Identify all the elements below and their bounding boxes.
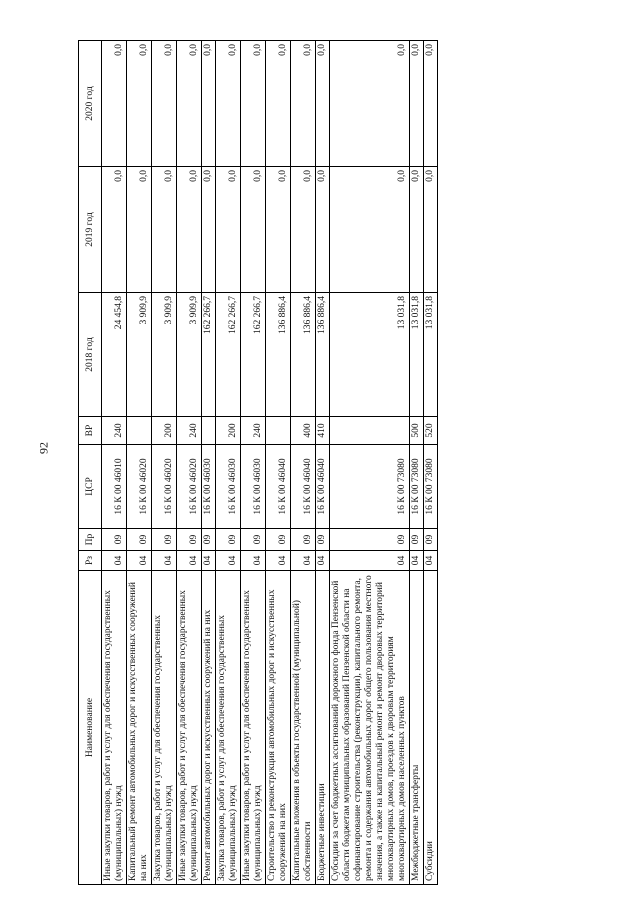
cell-csr: 16 К 00 46030	[202, 445, 216, 529]
header-2020: 2020 год	[79, 41, 102, 167]
cell-pr: 09	[424, 529, 438, 551]
cell-pr: 09	[177, 529, 202, 551]
cell-2019: 0,0	[316, 167, 330, 293]
cell-2019: 0,0	[266, 167, 291, 293]
cell-2020: 0,0	[241, 41, 266, 167]
header-rz: Рз	[79, 551, 102, 571]
cell-name: Капитальный ремонт автомобильных дорог и искусственных сооружений на них	[127, 571, 152, 885]
cell-2020: 0,0	[266, 41, 291, 167]
cell-pr: 09	[410, 529, 424, 551]
cell-name: Субсидии	[424, 571, 438, 885]
rotated-table-container	[78, 41, 524, 885]
cell-csr: 16 К 00 46020	[177, 445, 202, 529]
cell-rz: 04	[410, 551, 424, 571]
cell-vr: 500	[410, 417, 424, 445]
cell-2019: 0,0	[291, 167, 316, 293]
cell-vr	[266, 417, 291, 445]
cell-rz: 04	[102, 551, 127, 571]
cell-2018: 13 031,8	[424, 293, 438, 417]
cell-2019: 0,0	[152, 167, 177, 293]
cell-rz: 04	[330, 551, 410, 571]
cell-2020: 0,0	[127, 41, 152, 167]
cell-rz: 04	[152, 551, 177, 571]
table-row	[216, 41, 241, 885]
cell-pr: 09	[291, 529, 316, 551]
cell-vr: 200	[152, 417, 177, 445]
cell-csr: 16 К 00 46020	[152, 445, 177, 529]
cell-2020: 0,0	[216, 41, 241, 167]
cell-2020: 0,0	[330, 41, 410, 167]
cell-pr: 09	[330, 529, 410, 551]
cell-2019: 0,0	[241, 167, 266, 293]
cell-name: Бюджетные инвестиции	[316, 571, 330, 885]
cell-vr: 240	[177, 417, 202, 445]
cell-2019: 0,0	[202, 167, 216, 293]
cell-pr: 09	[102, 529, 127, 551]
table-row	[424, 41, 438, 885]
cell-2018: 136 886,4	[266, 293, 291, 417]
table-row	[266, 41, 291, 885]
cell-csr: 16 К 00 46020	[127, 445, 152, 529]
cell-vr	[127, 417, 152, 445]
cell-vr: 400	[291, 417, 316, 445]
cell-csr: 16 К 00 46040	[316, 445, 330, 529]
table-row	[241, 41, 266, 885]
cell-pr: 09	[241, 529, 266, 551]
cell-2020: 0,0	[102, 41, 127, 167]
cell-2020: 0,0	[152, 41, 177, 167]
cell-2018: 162 266,7	[202, 293, 216, 417]
cell-2018: 3 909,9	[127, 293, 152, 417]
header-row	[79, 41, 102, 885]
header-pr: Пр	[79, 529, 102, 551]
cell-rz: 04	[177, 551, 202, 571]
cell-csr: 16 К 00 73080	[330, 445, 410, 529]
cell-2019: 0,0	[177, 167, 202, 293]
table-row	[127, 41, 152, 885]
cell-2018: 3 909,9	[177, 293, 202, 417]
header-2019: 2019 год	[79, 167, 102, 293]
cell-2019: 0,0	[102, 167, 127, 293]
cell-2018: 136 886,4	[316, 293, 330, 417]
cell-2018: 13 031,8	[410, 293, 424, 417]
table-row	[177, 41, 202, 885]
table-row	[202, 41, 216, 885]
cell-name: Строительство и реконструкция автомобильных дорог и искусственных сооружений на них	[266, 571, 291, 885]
cell-2020: 0,0	[202, 41, 216, 167]
cell-vr: 520	[424, 417, 438, 445]
table-row	[102, 41, 127, 885]
cell-name: Ремонт автомобильных дорог и искусственных сооружений на них	[202, 571, 216, 885]
cell-2020: 0,0	[177, 41, 202, 167]
cell-2018: 162 266,7	[216, 293, 241, 417]
cell-csr: 16 К 00 46010	[102, 445, 127, 529]
budget-table	[78, 40, 438, 885]
cell-vr: 240	[102, 417, 127, 445]
cell-pr: 09	[266, 529, 291, 551]
cell-2020: 0,0	[424, 41, 438, 167]
cell-vr	[202, 417, 216, 445]
page-number: 92	[36, 442, 51, 454]
table-row	[410, 41, 424, 885]
cell-rz: 04	[316, 551, 330, 571]
cell-rz: 04	[127, 551, 152, 571]
cell-pr: 09	[216, 529, 241, 551]
header-csr: ЦСР	[79, 445, 102, 529]
cell-rz: 04	[291, 551, 316, 571]
cell-csr: 16 К 00 46040	[266, 445, 291, 529]
cell-2018: 136 886,4	[291, 293, 316, 417]
cell-name: Иные закупки товаров, работ и услуг для обеспечения государственных (муниципальных) нужд	[102, 571, 127, 885]
cell-2020: 0,0	[410, 41, 424, 167]
cell-2018: 13 031,8	[330, 293, 410, 417]
table-row	[330, 41, 410, 885]
cell-pr: 09	[202, 529, 216, 551]
cell-name: Закупка товаров, работ и услуг для обеспечения государственных (муниципальных) нужд	[152, 571, 177, 885]
cell-csr: 16 К 00 73080	[410, 445, 424, 529]
cell-2018: 3 909,9	[152, 293, 177, 417]
cell-rz: 04	[266, 551, 291, 571]
cell-csr: 16 К 00 73080	[424, 445, 438, 529]
cell-2019: 0,0	[424, 167, 438, 293]
cell-vr: 240	[241, 417, 266, 445]
cell-name: Межбюджетные трансферты	[410, 571, 424, 885]
cell-2018: 24 454,8	[102, 293, 127, 417]
cell-name: Иные закупки товаров, работ и услуг для обеспечения государственных (муниципальных) нужд	[241, 571, 266, 885]
cell-vr: 410	[316, 417, 330, 445]
header-vr: ВР	[79, 417, 102, 445]
cell-csr: 16 К 00 46040	[291, 445, 316, 529]
cell-2020: 0,0	[316, 41, 330, 167]
cell-2018: 162 266,7	[241, 293, 266, 417]
cell-vr	[330, 417, 410, 445]
table-row	[316, 41, 330, 885]
table-row	[291, 41, 316, 885]
cell-name: Субсидии за счет бюджетных ассигнований дорожного фонда Пензенской области бюджетам муниципальных образований Пензенской области на софинансирование строительства (реконструкции), капитального ремонта, ремонта и содержания автомобильных дорог общего пользования местного значения, а также на капитальный ремонт и ремонт дворовых территорий многоквартирных домов, проездов к дворовым территориям многоквартирных домов населенных пунктов	[330, 571, 410, 885]
header-2018: 2018 год	[79, 293, 102, 417]
cell-rz: 04	[241, 551, 266, 571]
cell-pr: 09	[316, 529, 330, 551]
cell-name: Закупка товаров, работ и услуг для обеспечения государственных (муниципальных) нужд	[216, 571, 241, 885]
cell-rz: 04	[202, 551, 216, 571]
cell-pr: 09	[127, 529, 152, 551]
cell-pr: 09	[152, 529, 177, 551]
cell-2019: 0,0	[216, 167, 241, 293]
cell-rz: 04	[424, 551, 438, 571]
cell-name: Иные закупки товаров, работ и услуг для обеспечения государственных (муниципальных) нужд	[177, 571, 202, 885]
cell-rz: 04	[216, 551, 241, 571]
cell-2019: 0,0	[410, 167, 424, 293]
cell-2019: 0,0	[330, 167, 410, 293]
cell-vr: 200	[216, 417, 241, 445]
table-row	[152, 41, 177, 885]
cell-2019: 0,0	[127, 167, 152, 293]
header-name: Наименование	[79, 571, 102, 885]
cell-name: Капитальные вложения в объекты государственной (муниципальной) собственности	[291, 571, 316, 885]
cell-2020: 0,0	[291, 41, 316, 167]
cell-csr: 16 К 00 46030	[216, 445, 241, 529]
cell-csr: 16 К 00 46030	[241, 445, 266, 529]
